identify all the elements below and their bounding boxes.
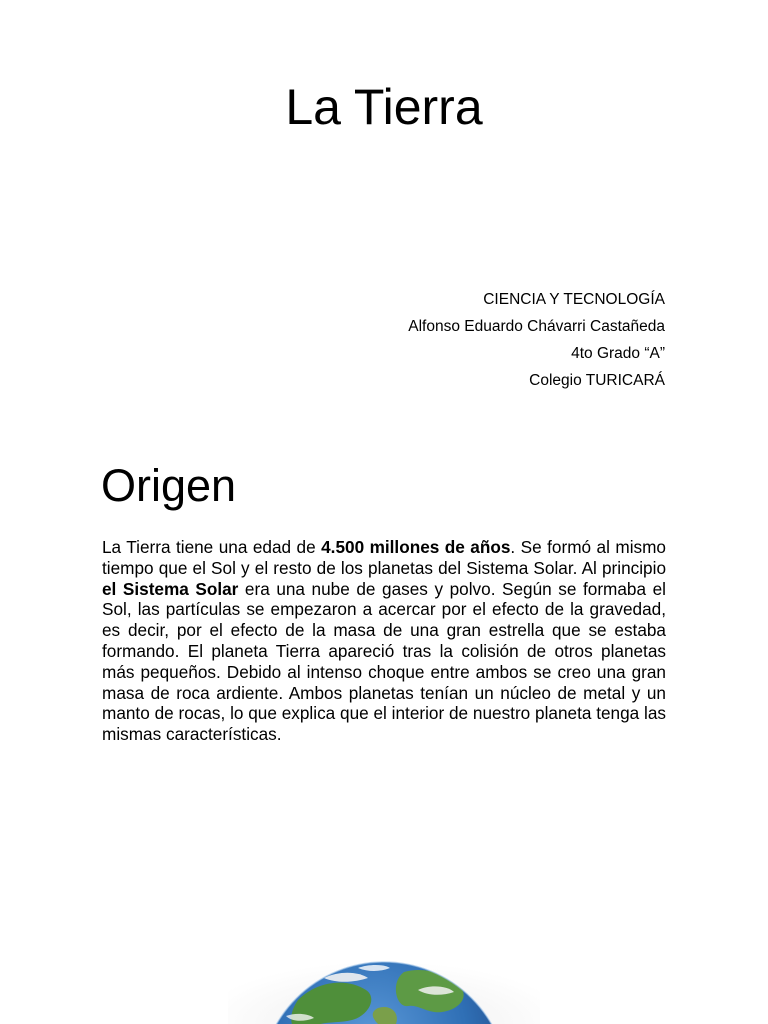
section-paragraph (102, 537, 666, 745)
section-heading: Origen (101, 460, 237, 511)
page-title: La Tierra (285, 79, 483, 135)
paragraph-text-1: La Tierra tiene una edad de (102, 537, 322, 557)
paragraph-emphasis-age: 4.500 millones de años (321, 537, 511, 557)
school-name: Colegio TURICARÁ (529, 372, 665, 389)
grade-label: 4to Grado “A” (571, 345, 665, 362)
course-name: CIENCIA Y TECNOLOGÍA (483, 291, 665, 308)
cover-info (408, 286, 665, 394)
paragraph-text-2: . Se formó al mismo tiempo que el Sol y el resto de los planetas del Sistema Solar. Al principio (102, 537, 666, 578)
earth-globe-icon (228, 920, 540, 1024)
paragraph-emphasis-solar-system: el Sistema Solar (102, 578, 239, 599)
earth-image (228, 920, 540, 1024)
author-name: Alfonso Eduardo Chávarri Castañeda (408, 318, 665, 335)
paragraph-text-3: era una nube de gases y polvo. Según se formaba el Sol, las partículas se empezaron a acercar por el efecto de la gravedad, es decir, por el efecto de la masa de una gran estrella que se estaba formando. El planeta Tierra apareció tras la colisión de otros planetas más pequeños. Debido al intenso choque entre ambos se creo una gran masa de roca ardiente. Ambos planetas tenían un núcleo de metal y un manto de rocas, lo que explica que el interior de nuestro planeta tenga las mismas características. (102, 578, 666, 745)
